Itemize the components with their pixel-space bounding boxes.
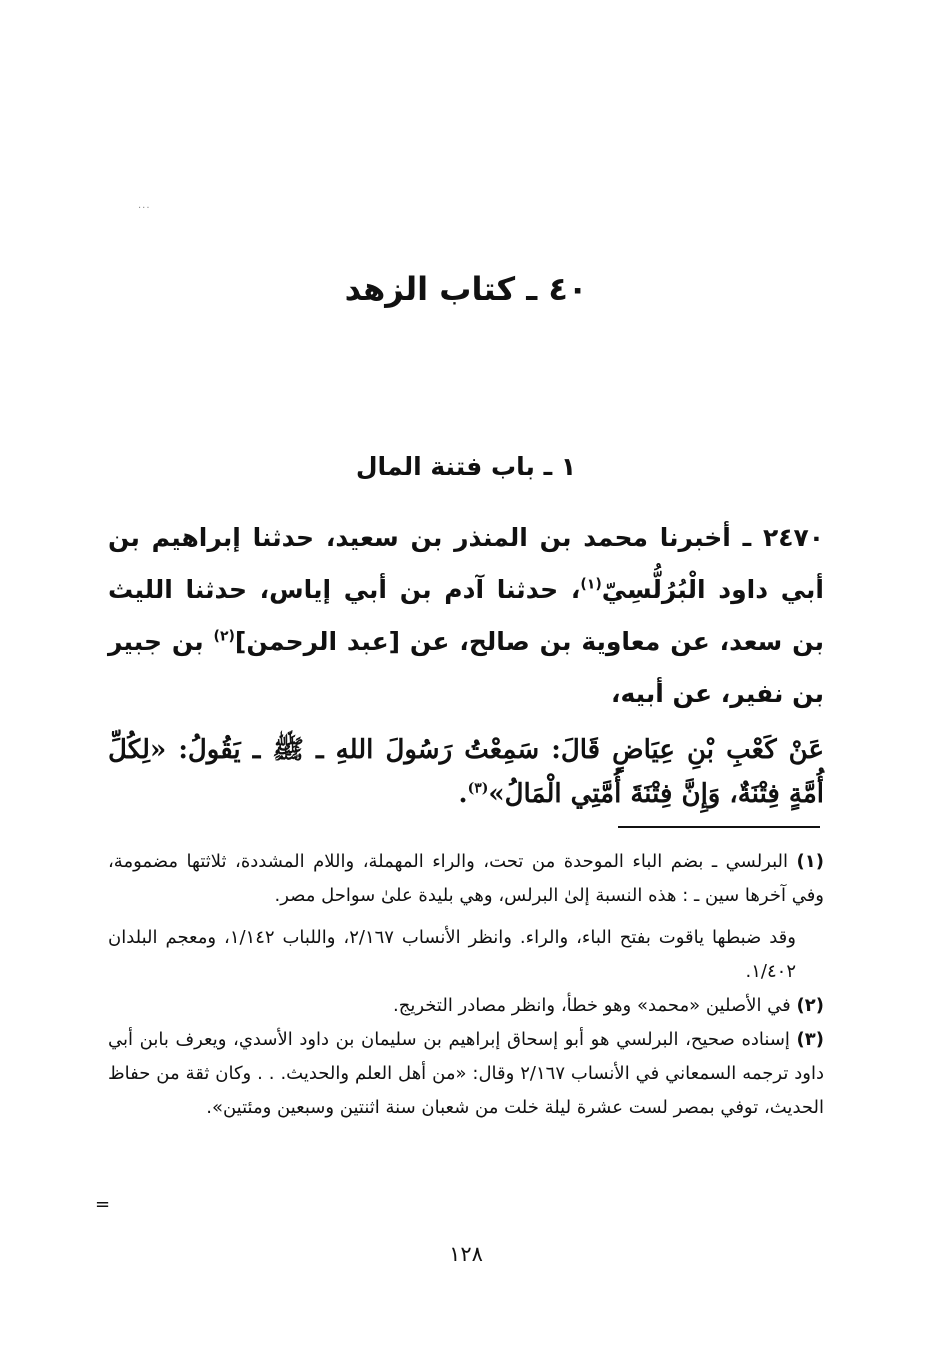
book-title: ٤٠ ـ كتاب الزهد (344, 270, 588, 308)
hadith-isnad-part3: بن جبير بن نفير، عن أبيه، (108, 627, 824, 708)
hadith-matn-text: عَنْ كَعْبِ بْنِ عِيَاضٍ قَالَ: سَمِعْتُ رَسُولَ اللهِ ـ ﷺ ـ يَقُولُ: «لِكُلِّ أُمَّةٍ فِتْنَةٌ، وَإِنَّ فِتْنَةَ أُمَّتِي الْمَالُ» (108, 735, 824, 809)
footnote-1-extra: وقد ضبطها ياقوت بفتح الباء، والراء. وانظر الأنساب ٢/١٦٧، واللباب ١/١٤٢، ومعجم البلدان ١/٤٠٢. (108, 927, 796, 982)
page-number: ١٢٨ (449, 1242, 483, 1266)
footnote-1-number: (١) (796, 851, 824, 872)
footnote-2-number: (٢) (796, 995, 824, 1016)
hadith-text (108, 512, 824, 816)
footnote-1 (108, 845, 824, 913)
footnotes (108, 845, 824, 1125)
continuation-mark: = (95, 1194, 111, 1215)
scan-dots: ... (138, 200, 151, 211)
hadith-isnad-part2: ، حدثنا آدم بن أبي إياس، حدثنا الليث بن سعد، عن معاوية بن صالح، عن [عبد الرحمن] (108, 575, 824, 656)
footnote-3-number: (٣) (796, 1029, 824, 1050)
footnote-2 (108, 989, 824, 1023)
footnote-ref-3[interactable]: (٣) (467, 780, 489, 797)
footnote-separator (618, 826, 820, 828)
footnote-3 (108, 1023, 824, 1125)
footnote-ref-1[interactable]: (١) (580, 576, 602, 593)
hadith-isnad-part1: ٢٤٧٠ ـ أخبرنا محمد بن المنذر بن سعيد، حدثنا إبراهيم بن أبي داود الْبُرُلُّسِيّ (108, 523, 825, 604)
chapter-title: ١ ـ باب فتنة المال (355, 452, 577, 481)
hadith-matn (108, 728, 824, 816)
footnote-2-text: في الأصلين «محمد» وهو خطأ، وانظر مصادر التخريج. (393, 995, 791, 1016)
footnote-ref-2[interactable]: (٢) (213, 628, 235, 645)
footnote-3-text: إسناده صحيح، البرلسي هو أبو إسحاق إبراهيم بن سليمان بن داود الأسدي، ويعرف بابن أبي داود ترجمه السمعاني في الأنساب ٢/١٦٧ وقال: «من أهل العلم والحديث. . . وكان ثقة من حفاظ الحديث، توفي بمصر لست عشرة ليلة خلت من شعبان سنة اثنتين وسبعين ومئتين». (108, 1029, 824, 1118)
footnote-1-text: البرلسي ـ بضم الباء الموحدة من تحت، والراء المهملة، واللام المشددة، ثلاثتها مضمومة، وفي آخرها سين ـ : هذه النسبة إلىٰ البرلس، وهي بليدة علىٰ سواحل مصر. (108, 851, 824, 906)
hadith-matn-end: . (458, 779, 468, 809)
